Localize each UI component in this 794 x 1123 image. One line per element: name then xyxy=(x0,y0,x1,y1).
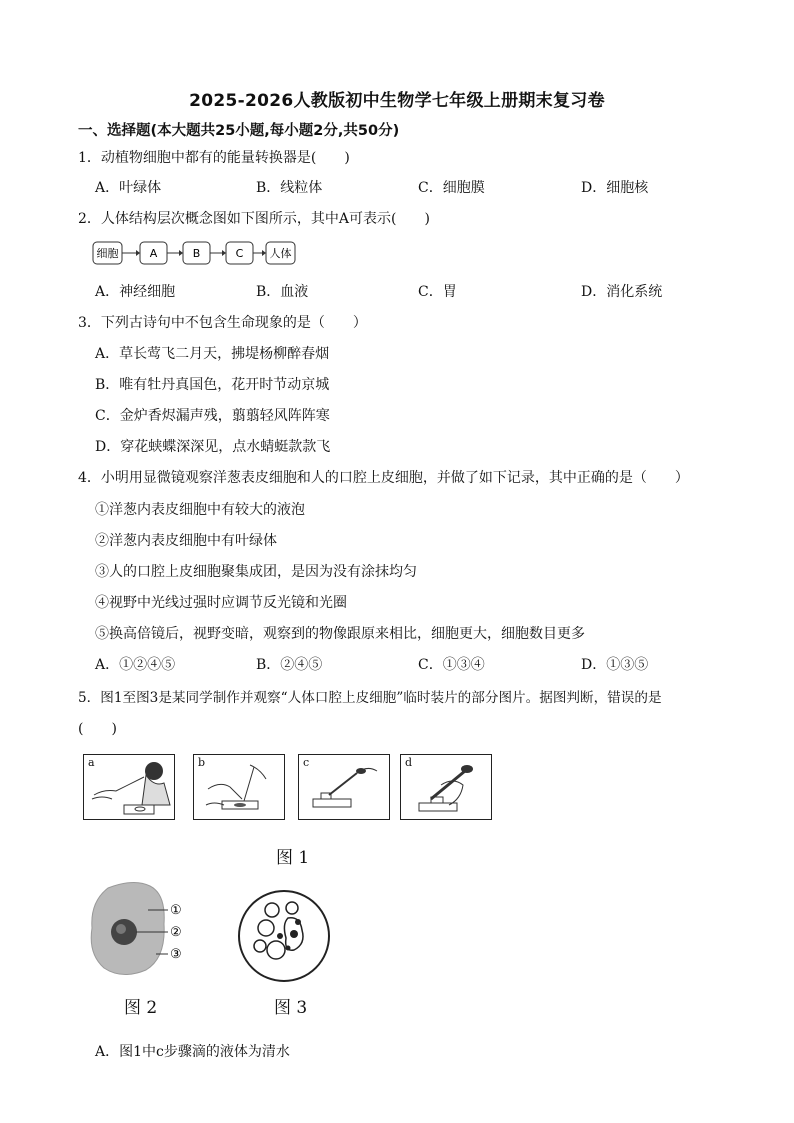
question-1-stem: 1．动植物细胞中都有的能量转换器是( ) xyxy=(78,150,350,166)
page-title: 2025-2026人教版初中生物学七年级上册期末复习卷 xyxy=(189,91,605,111)
figure-2-cheek-cell xyxy=(86,880,196,980)
nucleus-highlight xyxy=(116,924,126,934)
label-2: ② xyxy=(170,925,182,940)
q4-option-a: A．①②④⑤ xyxy=(95,657,176,673)
figure-1 xyxy=(83,754,493,830)
figure-1-caption: 图 1 xyxy=(276,848,310,868)
q3-option-d: D．穿花蛱蝶深深见，点水蜻蜓款款飞 xyxy=(95,439,331,455)
flow-label-a: A xyxy=(149,247,158,260)
panel-label: d xyxy=(405,756,413,769)
figure-1-panel-d xyxy=(400,754,492,820)
panel-label: b xyxy=(198,756,206,769)
figure-3-microscope-view xyxy=(236,888,332,984)
question-5-stem: 5．图1至图3是某同学制作并观察“人体口腔上皮细胞”临时装片的部分图片。据图判断，错误的是 xyxy=(78,690,662,706)
flow-label-body: 人体 xyxy=(269,247,292,260)
figure-2-caption: 图 2 xyxy=(124,998,158,1018)
q2-option-a: A．神经细胞 xyxy=(95,284,176,300)
structure-flow-diagram xyxy=(92,240,302,266)
flow-arrowhead xyxy=(179,250,183,256)
figure-1-panel-c xyxy=(298,754,390,820)
q1-option-a: A．叶绿体 xyxy=(95,180,162,196)
section-heading: 一、选择题(本大题共25小题,每小题2分,共50分) xyxy=(78,123,400,139)
dropper-illustration xyxy=(299,755,389,819)
cell-nucleus xyxy=(277,933,283,939)
q1-option-c: C．细胞膜 xyxy=(418,180,485,196)
q2-option-b: B．血液 xyxy=(256,284,309,300)
label-3: ③ xyxy=(170,947,182,962)
q5-option-a: A．图1中c步骤滴的液体为清水 xyxy=(95,1044,290,1060)
stain-dropper-illustration xyxy=(401,755,491,819)
cell-nucleus xyxy=(295,919,301,925)
q2-option-c: C．胃 xyxy=(418,284,457,300)
figure-1-panel-a xyxy=(83,754,175,820)
cell-nucleus xyxy=(290,930,298,938)
q1-option-d: D．细胞核 xyxy=(581,180,649,196)
q1-option-b: B．线粒体 xyxy=(256,180,323,196)
panel-label: a xyxy=(88,756,95,769)
swab-mouth-illustration xyxy=(84,755,174,819)
q4-option-c: C．①③④ xyxy=(418,657,485,673)
q3-option-b: B．唯有牡丹真国色，花开时节动京城 xyxy=(95,377,330,393)
flow-label-b: B xyxy=(192,247,201,260)
question-4-stem: 4．小明用显微镜观察洋葱表皮细胞和人的口腔上皮细胞，并做了如下记录，其中正确的是（ ） xyxy=(78,470,689,486)
flow-arrowhead xyxy=(136,250,140,256)
q4-statement-3: ③人的口腔上皮细胞聚集成团，是因为没有涂抹均匀 xyxy=(95,564,417,580)
question-5-stem-continuation: ( ) xyxy=(78,721,117,737)
q3-option-a: A．草长莺飞二月天，拂堤杨柳醉春烟 xyxy=(95,346,330,362)
q4-statement-1: ①洋葱内表皮细胞中有较大的液泡 xyxy=(95,502,305,518)
flow-arrowhead xyxy=(222,250,226,256)
flow-label-c: C xyxy=(235,247,244,260)
smear-slide-illustration xyxy=(194,755,284,819)
view-field xyxy=(239,891,329,981)
cell-nucleus xyxy=(286,946,291,951)
q3-option-c: C．金炉香烬漏声残，翦翦轻风阵阵寒 xyxy=(95,408,330,424)
flow-arrowhead xyxy=(262,250,266,256)
q4-option-d: D．①③⑤ xyxy=(581,657,649,673)
flow-label-cell: 细胞 xyxy=(96,247,119,260)
panel-label: c xyxy=(303,756,310,769)
q4-statement-4: ④视野中光线过强时应调节反光镜和光圈 xyxy=(95,595,347,611)
figure-1-panel-b xyxy=(193,754,285,820)
label-1: ① xyxy=(170,903,182,918)
q4-statement-2: ②洋葱内表皮细胞中有叶绿体 xyxy=(95,533,277,549)
question-3-stem: 3．下列古诗句中不包含生命现象的是（ ） xyxy=(78,315,367,331)
q4-option-b: B．②④⑤ xyxy=(256,657,323,673)
figure-3-caption: 图 3 xyxy=(274,998,308,1018)
q4-statement-5: ⑤换高倍镜后，视野变暗，观察到的物像跟原来相比，细胞更大，细胞数目更多 xyxy=(95,626,585,642)
q2-option-d: D．消化系统 xyxy=(581,284,663,300)
question-2-stem: 2．人体结构层次概念图如下图所示，其中A可表示( ) xyxy=(78,211,430,227)
